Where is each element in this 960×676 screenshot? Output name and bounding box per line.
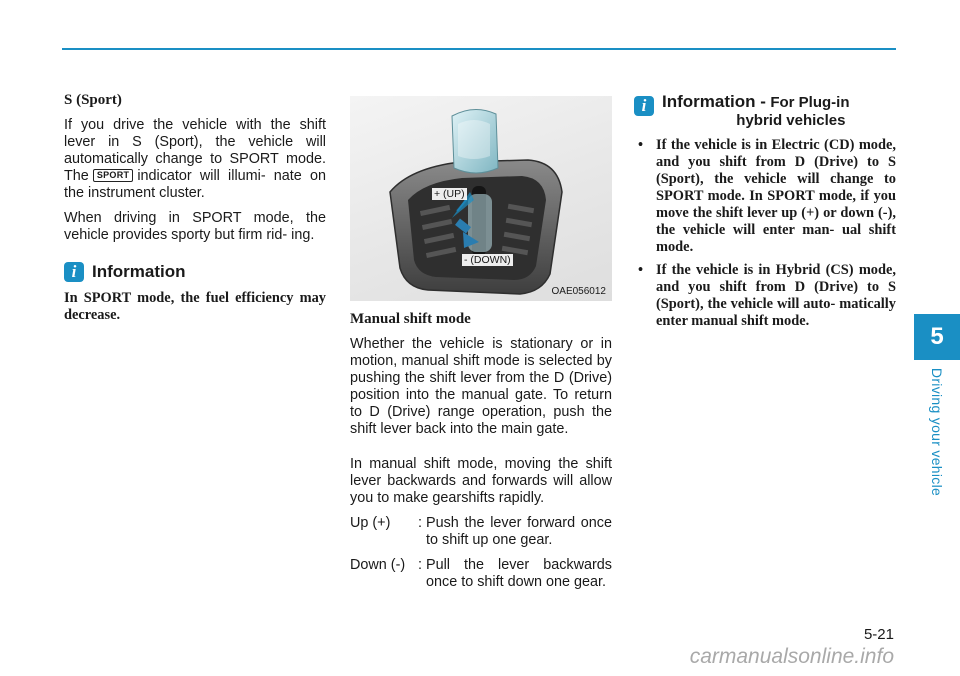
manual-shift-paragraph-1: Whether the vehicle is stationary or in motion, manual shift mode is selected by pushing the shift lever from the D (Drive) position into the manual gate. To return to D (Drive) range operation, push the shift lever back into the main gate. — [350, 336, 612, 437]
sport-paragraph-2: When driving in SPORT mode, the vehicle provides sporty but firm rid- ing. — [64, 210, 326, 243]
info-title: Information — [92, 262, 186, 281]
section-heading-manual-shift: Manual shift mode — [350, 311, 471, 327]
column-manual-shift — [350, 92, 612, 599]
definition-description: Push the lever forward once to shift up one gear. — [426, 515, 612, 548]
page-number: 5-21 — [863, 626, 894, 643]
definition-down — [350, 557, 612, 591]
phev-info-title-block — [662, 92, 850, 129]
watermark: carmanualsonline.info — [689, 645, 894, 668]
list-item: • If the vehicle is in Electric (CD) mode, and you shift from D (Drive) to S (Sport), the vehicle will change to SPORT mode. In SPORT mode, if you move the shift lever up (+) or down (-), the vehicle will enter man- ual shift mode. — [634, 137, 896, 256]
phev-bullet-list — [634, 137, 896, 330]
definition-term: Up (+) — [350, 515, 391, 531]
info-text: In SPORT mode, the fuel efficiency may decrease. — [64, 290, 326, 323]
up-label: + (UP) — [434, 188, 465, 200]
section-heading-sport: S (Sport) — [64, 92, 122, 108]
chapter-title: Driving your vehicle — [929, 367, 945, 497]
phev-info-subtitle-2: hybrid vehicles — [736, 112, 846, 129]
down-label: - (DOWN) — [464, 254, 511, 266]
sport-indicator-icon: SPORT — [93, 169, 134, 182]
definition-up — [350, 515, 612, 549]
chapter-number-tab: 5 — [914, 314, 960, 360]
info-icon: i — [634, 96, 654, 116]
definition-term: Down (-) — [350, 557, 406, 573]
phev-info-header — [634, 92, 896, 129]
phev-info-subtitle-1: For Plug-in — [770, 94, 850, 111]
info-icon: i — [64, 262, 84, 282]
top-rule — [62, 48, 896, 50]
figure-code: OAE056012 — [551, 286, 606, 297]
definition-separator: : — [414, 557, 426, 573]
column-sport — [64, 92, 326, 324]
phev-info-title: Information - — [662, 92, 766, 111]
list-item: • If the vehicle is in Hybrid (CS) mode, and you shift from D (Drive) to S (Sport), the vehicle will auto- matically enter manual shift mode. — [634, 262, 896, 330]
shift-lever-illustration — [350, 96, 612, 301]
shift-lever-figure — [350, 96, 612, 301]
info-header — [64, 262, 326, 282]
column-phev-info — [634, 92, 896, 336]
definition-description: Pull the lever backwards once to shift down one gear. — [426, 557, 612, 590]
manual-shift-paragraph-2: In manual shift mode, moving the shift lever backwards and forwards will allow you to make gearshifts rapidly. — [350, 456, 612, 506]
sport-paragraph-1: If you drive the vehicle with the shift lever in S (Sport), the vehicle will automatically change to SPORT mode. The SPORT indicator will illumi- nate on the instrument cluster. — [64, 117, 326, 201]
definition-separator: : — [414, 515, 426, 531]
